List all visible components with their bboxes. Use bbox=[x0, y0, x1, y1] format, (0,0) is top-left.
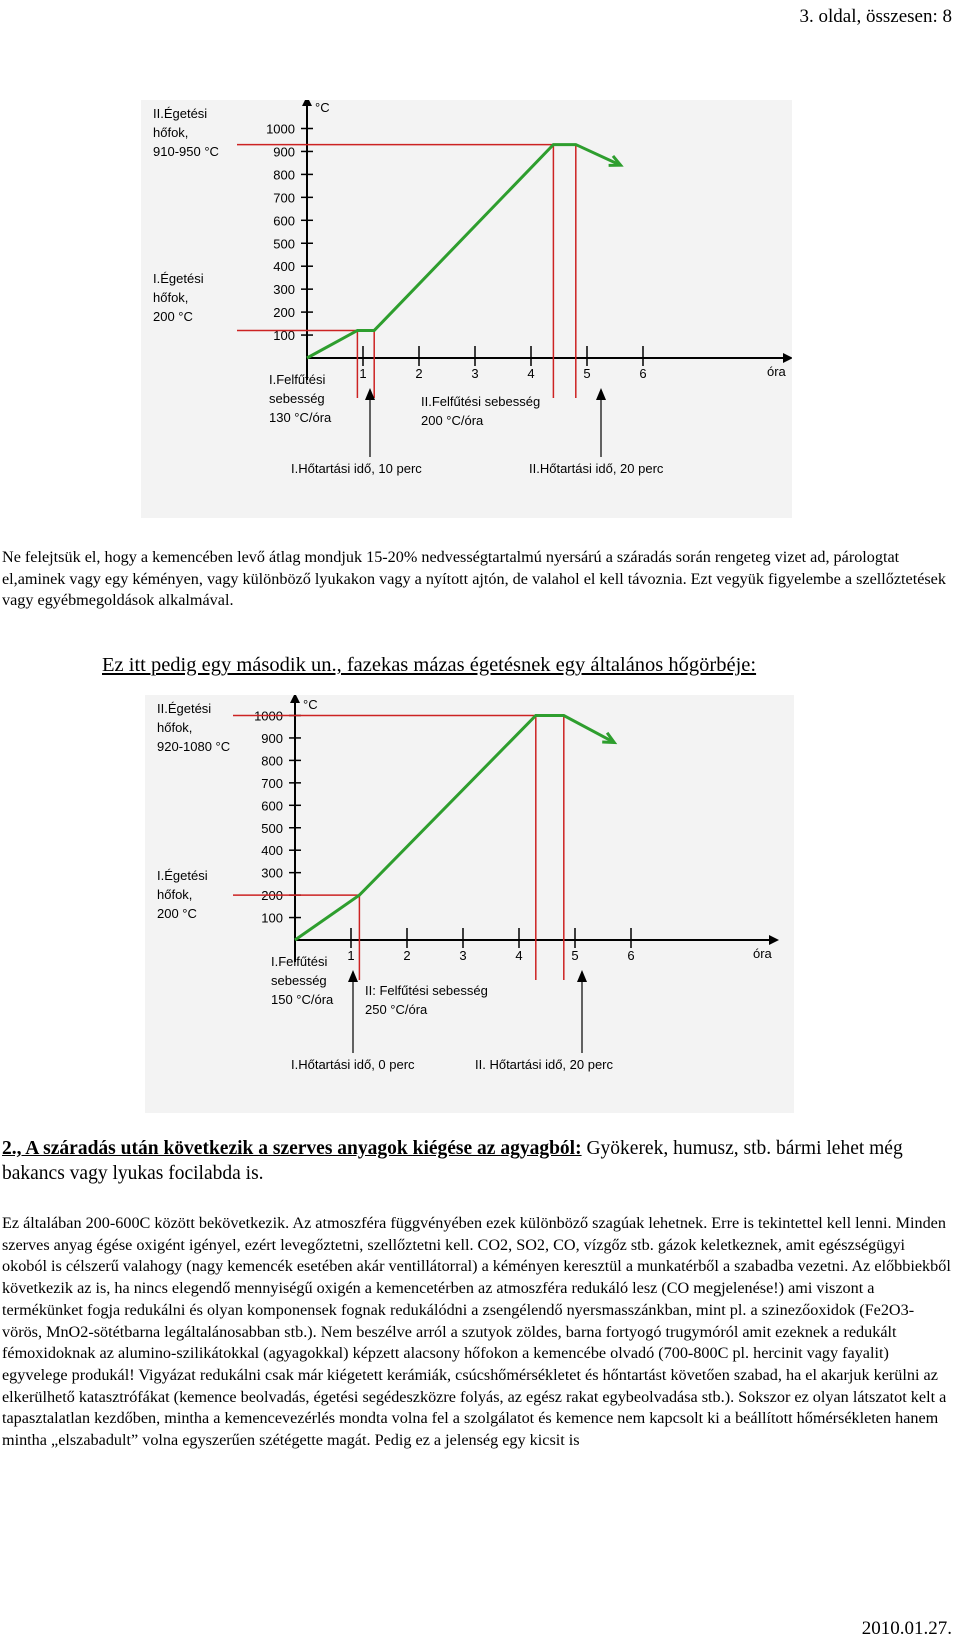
annotation-rate-1: sebesség bbox=[269, 391, 325, 406]
chart-2-svg bbox=[145, 695, 794, 1113]
x-axis-arrow bbox=[783, 353, 792, 363]
chart-firing-curve-2 bbox=[145, 695, 794, 1113]
annotation-hold-1: I.Égetési bbox=[153, 271, 204, 286]
soak-2-arrow-head bbox=[577, 970, 587, 982]
annotation-rate-1: sebesség bbox=[271, 973, 327, 988]
annotation-hold-1: 200 °C bbox=[157, 906, 197, 921]
y-tick-label: 500 bbox=[273, 236, 295, 252]
annotation-rate-2: II: Felfűtési sebesség bbox=[365, 983, 488, 998]
x-tick-label: 1 bbox=[359, 366, 367, 381]
annotation-hold-2: hőfok, bbox=[157, 720, 193, 735]
x-tick-label: 5 bbox=[571, 948, 579, 963]
chart-firing-curve-1 bbox=[141, 100, 792, 518]
x-tick-label: 2 bbox=[415, 366, 423, 381]
y-tick-label: 800 bbox=[261, 753, 283, 769]
footer-date: 2010.01.27. bbox=[861, 1618, 952, 1639]
firing-curve-series bbox=[295, 716, 614, 941]
x-axis-arrow bbox=[769, 935, 779, 945]
annotation-rate-1: I.Felfűtési bbox=[269, 372, 326, 387]
paragraph-drying-moisture: Ne felejtsük el, hogy a kemencében levő átlag mondjuk 15-20% nedvességtartalmú nyersárú a száradás során rengeteg vizet ad, párologtat el,aminek vagy egy kéményen, vagy különböző lyukakon vagy a nyított ajtón, de valahol el kell távoznia. Ezt vegyük figyelembe a szellőztetések vagy egyébmegoldások alkalmával. bbox=[2, 548, 946, 610]
annotation-hold-1: I.Égetési bbox=[157, 868, 208, 883]
y-axis-arrow bbox=[302, 100, 312, 106]
annotation-soak-1: I.Hőtartási idő, 10 perc bbox=[291, 461, 422, 476]
section-subtitle-glaze-curve: Ez itt pedig egy második un., fazekas mázas égetésnek egy általános hőgörbéje: bbox=[102, 654, 757, 676]
y-tick-label: 700 bbox=[261, 775, 283, 791]
chart-1-svg bbox=[141, 100, 792, 518]
y-tick-label: 700 bbox=[273, 190, 295, 206]
y-axis-arrow bbox=[290, 695, 300, 703]
annotation-hold-2: II.Égetési bbox=[157, 701, 212, 716]
x-tick-label: 3 bbox=[459, 948, 467, 963]
annotation-rate-2: 200 °C/óra bbox=[421, 413, 484, 428]
annotation-hold-2: 910-950 °C bbox=[153, 144, 219, 159]
paragraph-organic-burnout: Ez általában 200-600C között bekövetkezik. Az atmoszféra függvényében ezek különböző szagúak lehetnek. Erre is tekintettel kell lenni. Minden szerves anyag égése oxigént igényel, ezért levegőztetni, szellőztetni kell. CO2, SO2, CO, vízgőz stb. gázok keletkeznek, amit egészségügyi okoból is célszerű valahogy (nagy kemencék esetében akár ventillátorral) a kéményen keresztül a munkatérből a szabadba vezetni. Az előbbiekből következik az is, ha nincs elegendő mennyiségű oxigén a kemencetérben az atmoszféra redukáló lesz (CO megjelenése!) ami viszont a termékünket fogja redukálni és olyan komponensek fognak redukálódni a zsengélendő nyersmasszánkban, mint pl. a szinezőoxidok (Fe2O3-vörös, MnO2-sötétbarna legáltalánosabban stb.). Nem beszélve arról a szutyok zöldes, barna fortyogó trugymóról amit ezeknek a redukált fémoxidoknak az alumino-szilikátokkal (agyagokkal) képzett alacsony hőfokon a kemencébe olvadó (700-800C pl. hercinit vagy fayalit) egyvelege produkál! Vigyázat redukálni csak már kiégetett kerámiák, csúcshőmérsékletet és hőntartást követően szabad, ha el akarjuk kerülni az elkerülhető katasztrófákat (kemence beolvadás, égetési segédeszközre folyás, az egész rakat egybeolvadása stb.). Sokszor ez olyan látszatot kelt a tapasztalatlan kezdőben, mintha a kemencevezérlés mondta volna fel a szolgálatot és kemence nem kapcsolt ki a beállított hőmérsékleten hanem mintha „elszabadult” volna egyszerűen szétégette magát. Pedig ez a jelenség egy kicsit is bbox=[2, 1214, 951, 1450]
annotation-hold-1: 200 °C bbox=[153, 309, 193, 324]
annotation-hold-1: hőfok, bbox=[153, 290, 189, 305]
x-tick-label: 4 bbox=[527, 366, 535, 381]
y-axis-unit-label: °C bbox=[303, 697, 318, 712]
annotation-soak-2: II. Hőtartási idő, 20 perc bbox=[475, 1057, 614, 1072]
x-axis-label: óra bbox=[767, 364, 786, 379]
page-number-label: 3. oldal, összesen: 8 bbox=[799, 6, 952, 27]
firing-curve-series bbox=[307, 145, 621, 358]
y-tick-label: 500 bbox=[261, 820, 283, 836]
y-tick-label: 300 bbox=[273, 282, 295, 298]
section-2-intro bbox=[2, 1137, 952, 1186]
y-tick-label: 400 bbox=[273, 259, 295, 275]
annotation-soak-2: II.Hőtartási idő, 20 perc bbox=[529, 461, 664, 476]
annotation-hold-2: 920-1080 °C bbox=[157, 739, 231, 754]
annotation-hold-2: hőfok, bbox=[153, 125, 189, 140]
annotation-rate-2: II.Felfűtési sebesség bbox=[421, 394, 541, 409]
x-axis-label: óra bbox=[753, 946, 772, 961]
x-tick-label: 2 bbox=[403, 948, 411, 963]
y-tick-label: 100 bbox=[261, 910, 283, 926]
y-axis-unit-label: °C bbox=[315, 100, 330, 115]
y-tick-label: 1000 bbox=[254, 708, 283, 724]
y-tick-label: 900 bbox=[273, 144, 295, 160]
x-tick-label: 4 bbox=[515, 948, 523, 963]
annotation-rate-1: I.Felfűtési bbox=[271, 954, 328, 969]
annotation-hold-2: II.Égetési bbox=[153, 106, 208, 121]
y-tick-label: 1000 bbox=[266, 121, 295, 137]
annotation-rate-2: 250 °C/óra bbox=[365, 1002, 428, 1017]
y-tick-label: 600 bbox=[273, 213, 295, 229]
y-tick-label: 800 bbox=[273, 167, 295, 183]
soak-2-arrow-head bbox=[596, 388, 606, 400]
y-tick-label: 100 bbox=[273, 328, 295, 344]
y-tick-label: 400 bbox=[261, 843, 283, 859]
section-2-heading: 2., A száradás után következik a szerves anyagok kiégése az agyagból: bbox=[2, 1138, 582, 1159]
annotation-rate-1: 150 °C/óra bbox=[271, 992, 334, 1007]
y-tick-label: 900 bbox=[261, 730, 283, 746]
annotation-rate-1: 130 °C/óra bbox=[269, 410, 332, 425]
soak-1-arrow-head bbox=[348, 970, 358, 982]
annotation-hold-1: hőfok, bbox=[157, 887, 193, 902]
x-tick-label: 6 bbox=[639, 366, 647, 381]
y-tick-label: 200 bbox=[273, 305, 295, 321]
y-tick-label: 200 bbox=[261, 888, 283, 904]
x-tick-label: 6 bbox=[627, 948, 635, 963]
annotation-soak-1: I.Hőtartási idő, 0 perc bbox=[291, 1057, 415, 1072]
x-tick-label: 3 bbox=[471, 366, 479, 381]
section-2-heading-rest: Gyökerek, humusz, stb. bármi lehet még bakancs vagy lyukas focilabda is. bbox=[2, 1138, 903, 1184]
y-tick-label: 300 bbox=[261, 865, 283, 881]
x-tick-label: 1 bbox=[347, 948, 355, 963]
x-tick-label: 5 bbox=[583, 366, 591, 381]
y-tick-label: 600 bbox=[261, 798, 283, 814]
